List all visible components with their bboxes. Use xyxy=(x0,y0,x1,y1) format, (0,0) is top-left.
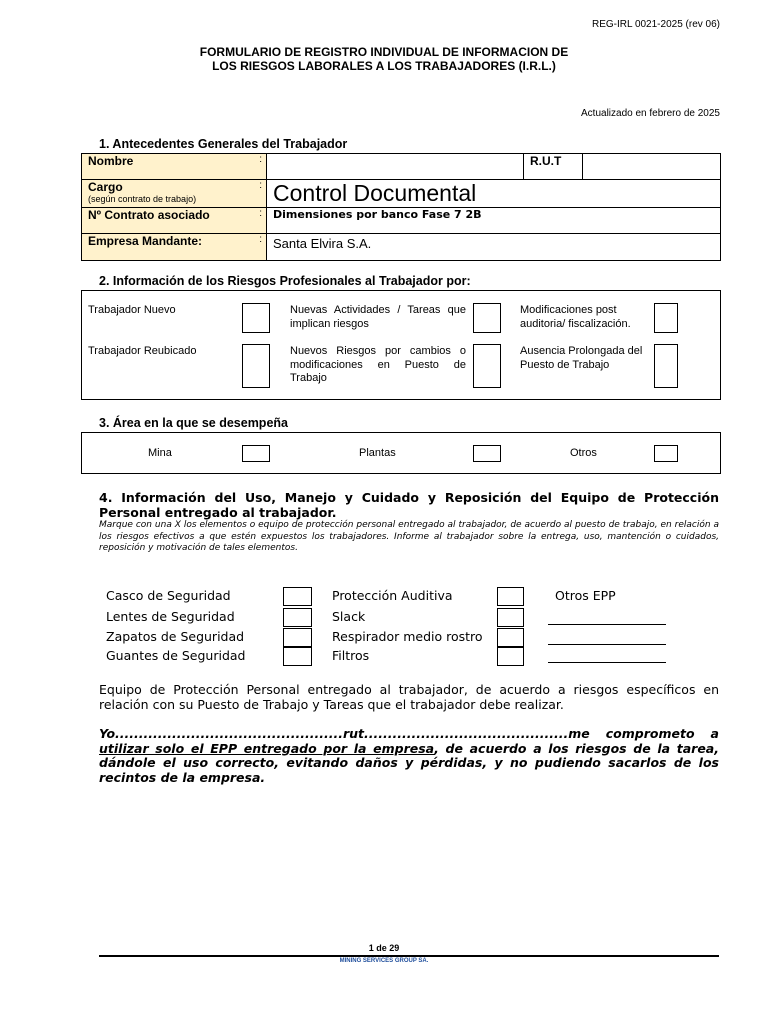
nuevas-actividades-checkbox[interactable] xyxy=(473,303,501,333)
section2-heading: 2. Información de los Riesgos Profesionales al Trabajador por: xyxy=(99,274,471,288)
empresa-label-cell xyxy=(82,234,267,261)
contrato-label-cell xyxy=(82,208,267,234)
area-otros-label: Otros xyxy=(570,447,597,459)
rut-field[interactable] xyxy=(583,154,721,180)
trabajador-nuevo-checkbox[interactable] xyxy=(242,303,270,333)
commit-dots: ........................................... xyxy=(364,726,569,741)
cargo-label: Cargo xyxy=(88,180,123,194)
epp-respirador-checkbox[interactable] xyxy=(497,628,524,647)
epp-auditiva-label: Protección Auditiva xyxy=(332,588,453,603)
empresa-field[interactable]: Santa Elvira S.A. xyxy=(267,234,721,261)
trabajador-reubicado-checkbox[interactable] xyxy=(242,344,270,388)
section4-heading: 4. Información del Uso, Manejo y Cuidado y Reposición del Equipo de Protección Personal entregado al trabajador. xyxy=(99,490,719,520)
nuevos-riesgos-label: Nuevos Riesgos por cambios o modificaciones en Puesto de Trabajo xyxy=(290,345,466,384)
trabajador-nuevo-label: Trabajador Nuevo xyxy=(88,304,176,316)
section4-instructions: Marque con una X los elementos o equipo de protección personal entregado al trabajador, de acuerdo al puesto de trabajo, en relación a los riesgos efectivos a que estén expuestos los trabajadores. Informe al trabajador sobre la entrega, uso, mantención o cuidados, reposición y motivación de tales elementos. xyxy=(99,520,719,553)
epp-guantes-label: Guantes de Seguridad xyxy=(106,648,246,663)
nombre-field[interactable] xyxy=(267,154,524,180)
nombre-label-cell xyxy=(82,154,267,180)
title-line-1: FORMULARIO DE REGISTRO INDIVIDUAL DE INFORMACION DE xyxy=(199,45,569,59)
colon: : xyxy=(259,234,262,245)
otros-epp-line-3[interactable] xyxy=(548,662,666,663)
colon: : xyxy=(259,154,262,165)
cargo-label-cell xyxy=(82,180,267,208)
nombre-label: Nombre xyxy=(88,154,134,168)
epp-zapatos-label: Zapatos de Seguridad xyxy=(106,629,245,644)
company-footer: MINING SERVICES GROUP SA. xyxy=(339,958,429,964)
epp-filtros-label: Filtros xyxy=(332,648,370,663)
epp-paragraph: Equipo de Protección Personal entregado al trabajador, de acuerdo a riesgos específicos en relación con su Puesto de Trabajo y Tareas que el trabajador debe realizar. xyxy=(99,682,719,712)
colon: : xyxy=(259,180,262,191)
nuevos-riesgos-checkbox[interactable] xyxy=(473,344,501,388)
epp-casco-checkbox[interactable] xyxy=(283,587,312,606)
area-plantas-checkbox[interactable] xyxy=(473,445,501,462)
document-title xyxy=(0,45,768,73)
otros-epp-line-1[interactable] xyxy=(548,624,666,625)
area-plantas-label: Plantas xyxy=(359,447,396,459)
commit-yo: Yo................................................ xyxy=(99,726,343,741)
section3-heading: 3. Área en la que se desempeña xyxy=(99,416,288,430)
commit-me: me comprometo a xyxy=(568,726,719,741)
epp-filtros-checkbox[interactable] xyxy=(497,647,524,666)
updated-date: Actualizado en febrero de 2025 xyxy=(581,108,720,119)
section1-heading: 1. Antecedentes Generales del Trabajador xyxy=(99,137,348,151)
empresa-label: Empresa Mandante: xyxy=(88,234,203,248)
epp-guantes-checkbox[interactable] xyxy=(283,647,312,666)
contrato-field[interactable]: Dimensiones por banco Fase 7 2B xyxy=(267,208,721,234)
commitment-statement xyxy=(99,727,719,785)
footer-divider xyxy=(99,955,719,957)
document-code: REG-IRL 0021-2025 (rev 06) xyxy=(591,19,720,30)
epp-lentes-label: Lentes de Seguridad xyxy=(106,609,235,624)
epp-casco-label: Casco de Seguridad xyxy=(106,588,231,603)
rut-label: R.U.T xyxy=(524,154,583,180)
epp-slack-label: Slack xyxy=(332,609,366,624)
area-mina-label: Mina xyxy=(148,447,172,459)
nuevas-actividades-label: Nuevas Actividades / Tareas que implican riesgos xyxy=(290,304,466,330)
colon: : xyxy=(259,208,262,219)
otros-epp-label: Otros EPP xyxy=(555,588,616,603)
ausencia-prolongada-checkbox[interactable] xyxy=(654,344,678,388)
ausencia-prolongada-label: Ausencia Prolongada del Puesto de Trabajo xyxy=(520,345,643,371)
commit-rut: rut xyxy=(342,726,365,741)
contrato-label: Nº Contrato asociado xyxy=(88,208,210,222)
epp-lentes-checkbox[interactable] xyxy=(283,608,312,627)
modificaciones-label: Modificaciones post auditoria/ fiscalización. xyxy=(520,304,631,330)
area-mina-checkbox[interactable] xyxy=(242,445,270,462)
commit-rest: , de acuerdo a los riesgos de la tarea, dándole el uso correcto, evitando daños y pérdidas, y no pudiendo sacarlos de los recintos de la empresa. xyxy=(99,740,719,785)
work-area-box xyxy=(81,432,721,474)
trabajador-reubicado-label: Trabajador Reubicado xyxy=(88,345,197,357)
epp-auditiva-checkbox[interactable] xyxy=(497,587,524,606)
otros-epp-line-2[interactable] xyxy=(548,644,666,645)
cargo-sublabel: (según contrato de trabajo) xyxy=(88,194,197,204)
epp-zapatos-checkbox[interactable] xyxy=(283,628,312,647)
area-otros-checkbox[interactable] xyxy=(654,445,678,462)
title-line-2: LOS RIESGOS LABORALES A LOS TRABAJADORES (I.R.L.) xyxy=(212,59,556,73)
epp-respirador-label: Respirador medio rostro xyxy=(332,629,483,644)
cargo-field[interactable]: Control Documental xyxy=(267,180,721,208)
worker-info-table xyxy=(81,153,721,261)
page-number: 1 de 29 xyxy=(368,943,400,953)
commit-underlined: utilizar solo el EPP entregado por la empresa xyxy=(99,740,435,756)
epp-slack-checkbox[interactable] xyxy=(497,608,524,627)
modificaciones-checkbox[interactable] xyxy=(654,303,678,333)
